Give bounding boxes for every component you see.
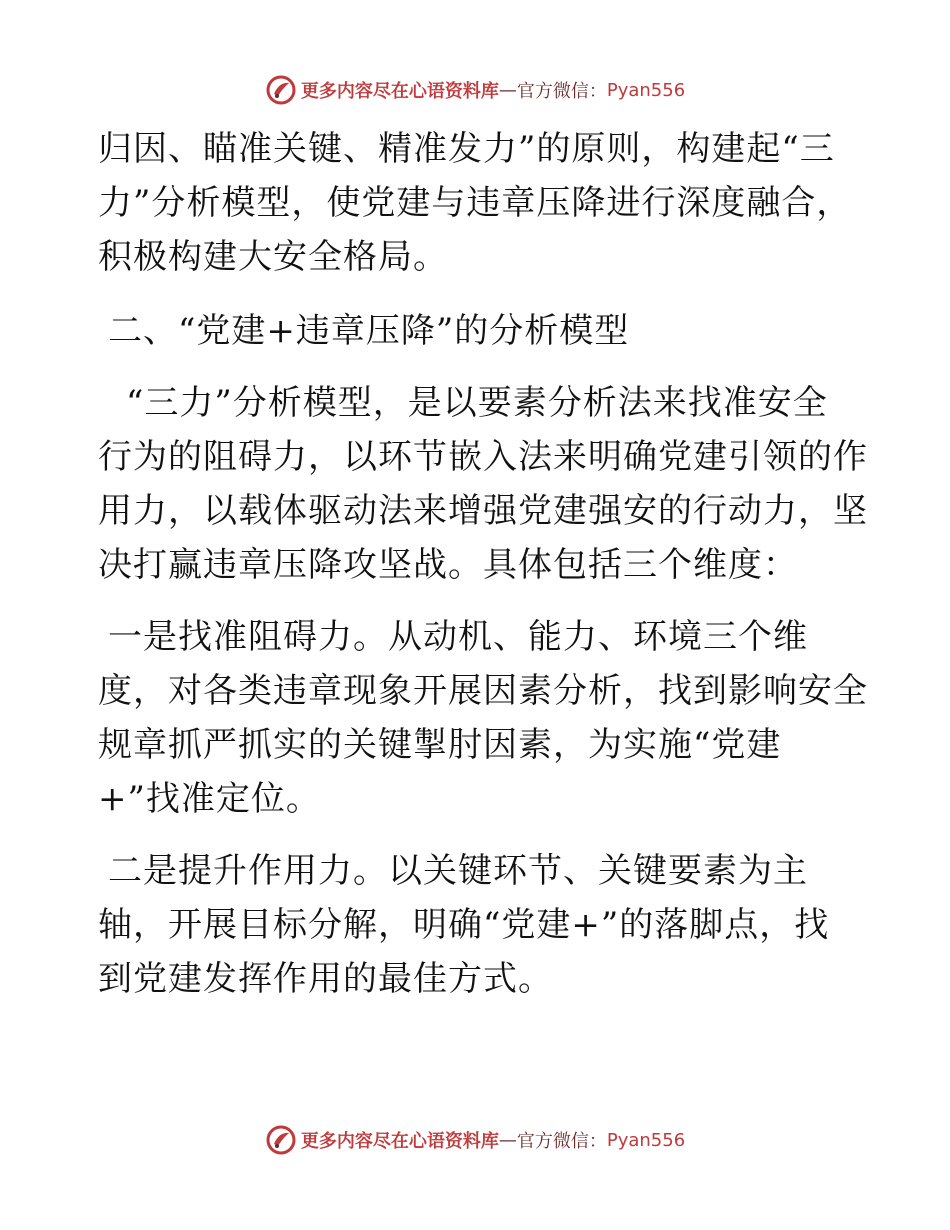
heading-text: 二、“党建+违章压降”的分析模型 [108,311,630,351]
paragraph-3 [98,610,868,826]
banner-wechat-id: Pyan556 [606,1129,686,1151]
text-line: 归因、瞄准关键、精准发力”的原则，构建起“三 [98,129,835,169]
text-line: 行为的阻碍力，以环节嵌入法来明确党建引领的作 [98,437,868,477]
banner-site-text: 更多内容尽在心语资料库 [300,81,499,102]
banner-dash: — [498,79,517,101]
text-line: 规章抓严抓实的关键掣肘因素，为实施“党建 [98,725,782,765]
header-watermark-banner [0,70,950,110]
text-line: +”找准定位。 [98,779,321,819]
banner-wechat-label: 官方微信： [516,81,607,102]
banner-site-text: 更多内容尽在心语资料库 [300,1131,499,1152]
paragraph-2 [98,376,868,592]
paragraph-1 [98,122,858,284]
text-line: “三力”分析模型，是以要素分析法来找准安全 [126,383,828,423]
text-line: 决打赢违章压降攻坚战。具体包括三个维度： [98,545,798,585]
brand-logo-icon [265,74,297,106]
footer-watermark-banner [0,1120,950,1160]
document-body [98,122,868,1006]
banner-wechat-label: 官方微信： [516,1131,607,1152]
text-line: 积极构建大安全格局。 [98,237,448,277]
paragraph-4 [98,844,858,1006]
text-line: 到党建发挥作用的最佳方式。 [98,959,553,999]
banner-wechat-id: Pyan556 [606,79,686,101]
text-line: 轴，开展目标分解，明确“党建+”的落脚点，找 [98,905,830,945]
text-line: 二是提升作用力。以关键环节、关键要素为主 [108,851,808,891]
section-heading [98,304,858,358]
text-line: 力”分析模型，使党建与违章压降进行深度融合， [98,183,852,223]
text-line: 一是找准阻碍力。从动机、能力、环境三个维 [108,617,808,657]
banner-dash: — [498,1129,517,1151]
brand-logo-icon [265,1124,297,1156]
text-line: 用力，以载体驱动法来增强党建强安的行动力，坚 [98,491,868,531]
text-line: 度，对各类违章现象开展因素分析，找到影响安全 [98,671,868,711]
